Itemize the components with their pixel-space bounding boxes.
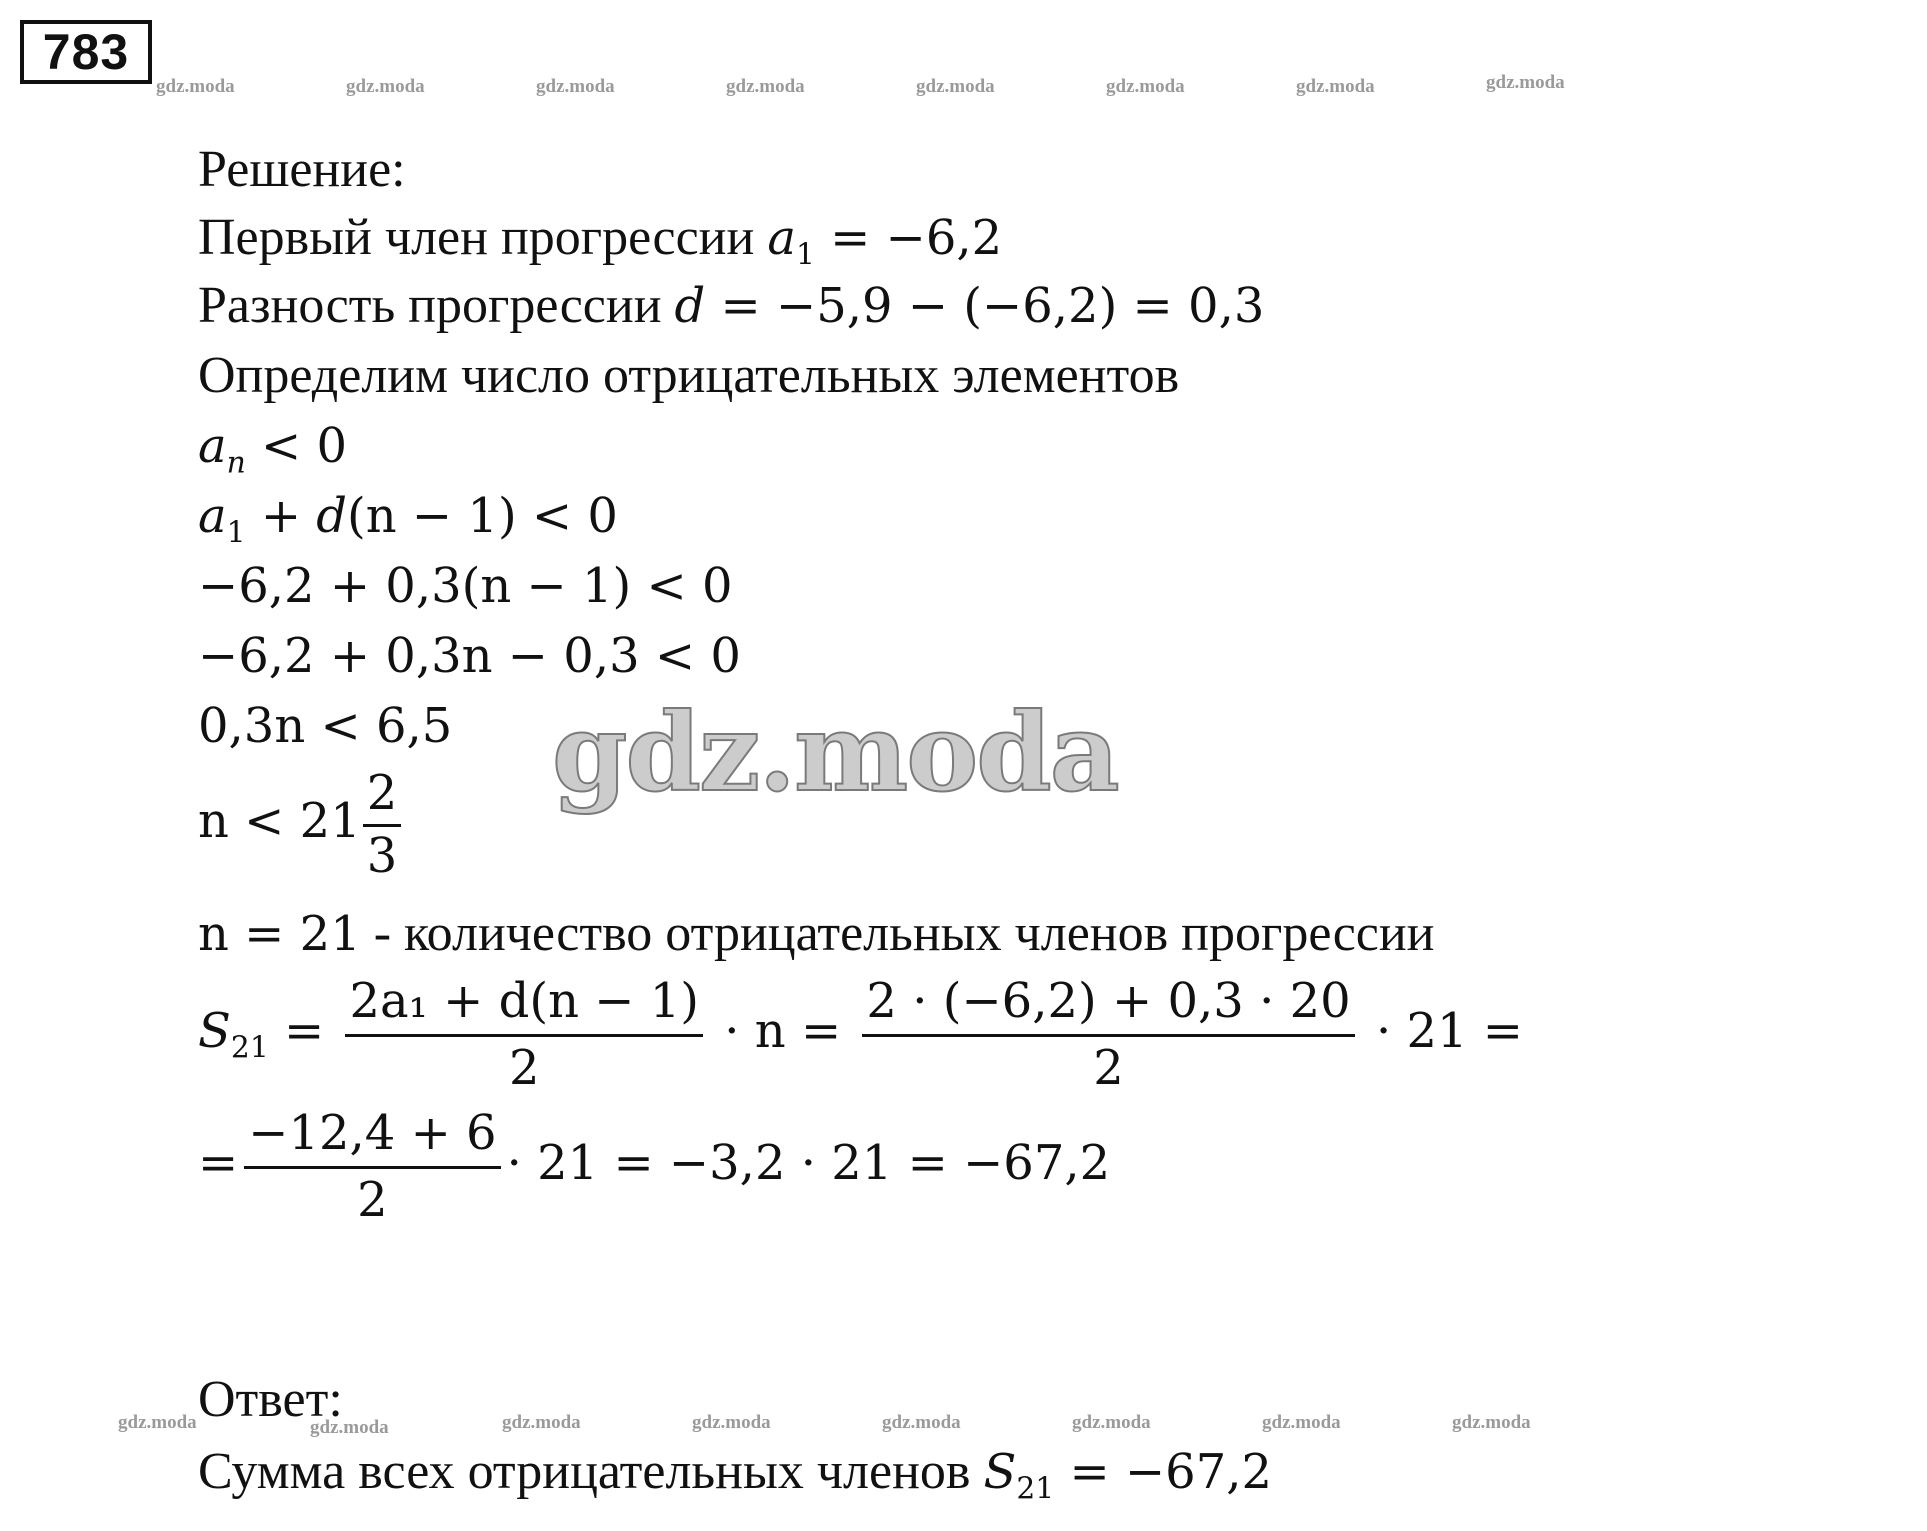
sum-formula-line: $S_{21}$ = $\frac{\text{2a₁ + d(n − 1)}}{2}$ · n = $\frac{2 \cdot (-6,2) + 0,3 \cdot 20}{2}$ · 21 = [198,970,1523,1099]
first-term-label: Первый член прогрессии [198,209,755,266]
answer-formula: $S_{21} = -67,2$ [983,1444,1273,1507]
sum-calculation-line: = $\frac{-12,4 + 6}{2}$ · 21 = −3,2 · 21 = −67,2 [198,1102,1110,1231]
watermark-text: gdz.moda [1072,1412,1151,1433]
watermark-text: gdz.moda [726,76,805,97]
watermark-text: gdz.moda [118,1412,197,1433]
answer-line [198,1442,1273,1507]
watermark-text: gdz.moda [1486,72,1565,93]
step-inequality-2: $a_1 + d(n - 1) < 0$ [198,488,618,551]
difference-formula: d = −5,9 − (−6,2) = 0,3 [674,278,1265,334]
first-term-formula: $a_1 = -6,2$ [767,210,1003,273]
watermark-logo: gdz.moda [552,690,1118,816]
negative-count-heading: Определим число отрицательных элементов [198,347,1180,404]
answer-heading: Ответ: [198,1371,343,1428]
watermark-text: gdz.moda [1296,76,1375,97]
step-inequality-3: −6,2 + 0,3(n − 1) < 0 [198,558,733,614]
count-result-line [198,904,1435,964]
difference-line [198,276,1264,336]
difference-label: Разность прогрессии [198,277,662,334]
watermark-text: gdz.moda [1106,76,1185,97]
step-inequality-4: −6,2 + 0,3n − 0,3 < 0 [198,628,741,684]
watermark-text: gdz.moda [536,76,615,97]
problem-number-box: 783 [20,20,152,84]
watermark-text: gdz.moda [502,1412,581,1433]
watermark-text: gdz.moda [346,76,425,97]
answer-text: Сумма всех отрицательных членов [198,1443,971,1500]
step-inequality-5: 0,3n < 6,5 [198,698,453,754]
watermark-text: gdz.moda [1262,1412,1341,1433]
first-term-line [198,208,1003,273]
watermark-text: gdz.moda [310,1417,389,1438]
watermark-text: gdz.moda [156,76,235,97]
step-inequality-6: n < 21 $\frac{2}{3}$ [198,764,407,885]
watermark-text: gdz.moda [692,1412,771,1433]
sum-fraction-substituted: $\frac{2 \cdot (-6,2) + 0,3 \cdot 20}{2}$ [862,970,1354,1099]
mixed-fraction: $\frac{2}{3}$ [363,764,402,885]
sum-fraction-calc: $\frac{-12,4 + 6}{2}$ [244,1102,500,1231]
watermark-text: gdz.moda [1452,1412,1531,1433]
watermark-text: gdz.moda [916,76,995,97]
step-inequality-1: $a_n < 0$ [198,418,348,481]
sum-fraction-general: $\frac{\text{2a₁ + d(n − 1)}}{2}$ [345,970,703,1099]
count-result-value: n = 21 [198,906,361,962]
watermark-text: gdz.moda [882,1412,961,1433]
solution-heading: Решение: [198,141,406,198]
count-result-text: - количество отрицательных членов прогрессии [360,905,1435,962]
